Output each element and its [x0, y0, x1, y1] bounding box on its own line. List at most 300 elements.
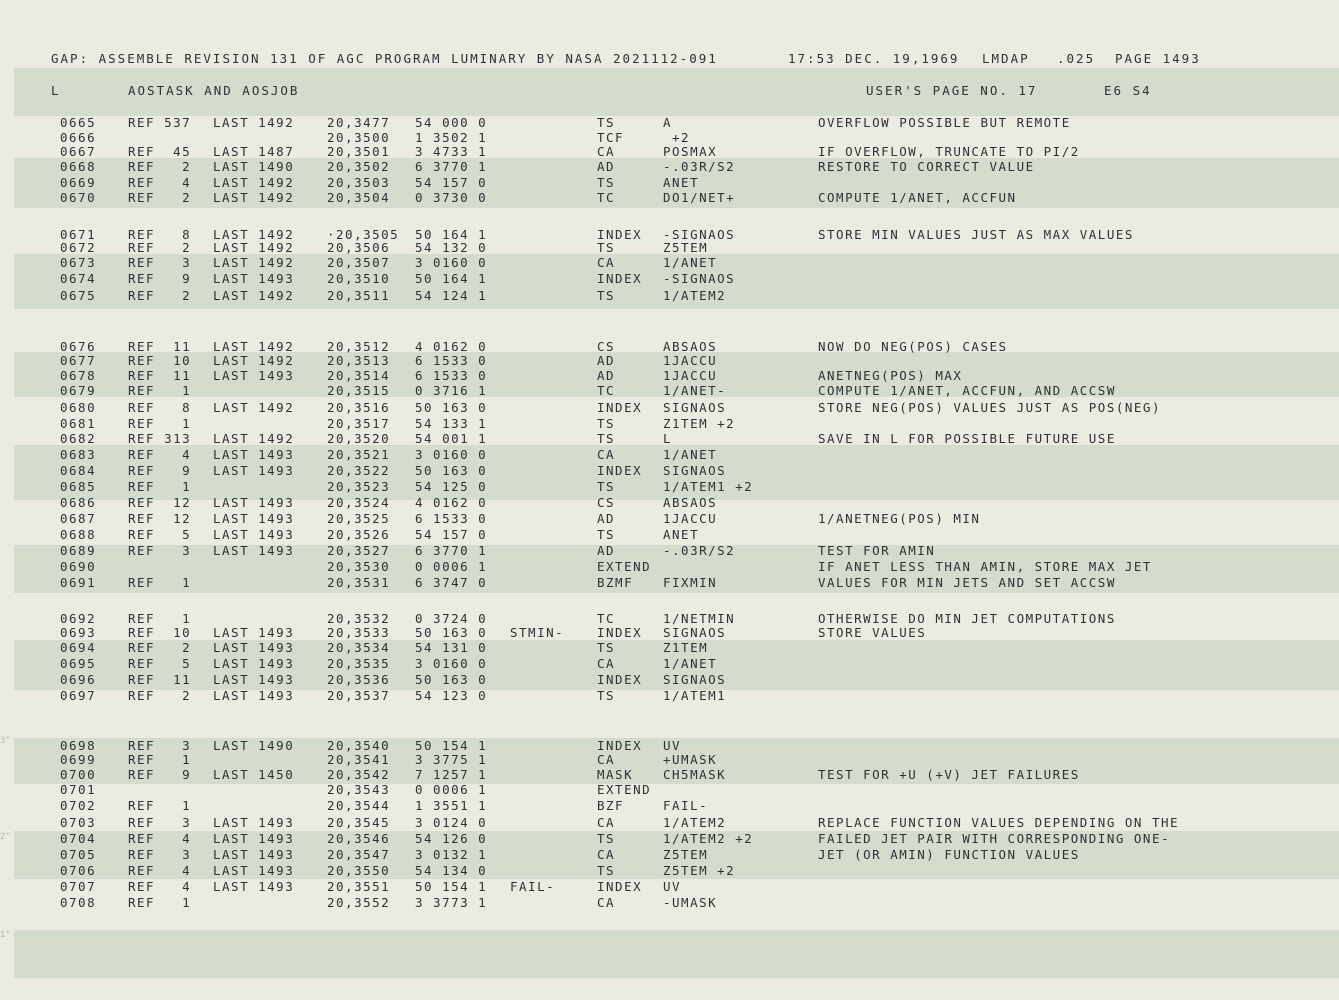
page-title: GAP: ASSEMBLE REVISION 131 OF AGC PROGRAM LUMINARY BY NASA 2021112-091: [51, 51, 718, 66]
print-datetime: 17:53 DEC. 19,1969: [788, 51, 960, 66]
opcode: CS: [597, 495, 616, 510]
operand: 1/ATEM2 +2: [663, 831, 754, 846]
opcode: BZMF: [597, 575, 634, 590]
line-number: 0696: [60, 672, 97, 687]
line-number: 0683: [60, 447, 97, 462]
memory-address: 20,3552: [327, 895, 391, 910]
opcode: AD: [597, 353, 616, 368]
last-ref: LAST 1493: [213, 447, 295, 462]
octal-word: 0 3724 0: [415, 611, 488, 626]
memory-address: 20,3550: [327, 863, 391, 878]
opcode: TS: [597, 175, 616, 190]
ref-count: REF 2: [128, 190, 192, 205]
operand: A: [663, 115, 673, 130]
ref-count: REF 1: [128, 611, 192, 626]
opcode: TC: [597, 190, 616, 205]
line-number: 0687: [60, 511, 97, 526]
last-ref: LAST 1490: [213, 738, 295, 753]
opcode: TS: [597, 831, 616, 846]
line-number: 0695: [60, 656, 97, 671]
opcode: INDEX: [597, 400, 643, 415]
memory-address: 20,3522: [327, 463, 391, 478]
memory-address: 20,3501: [327, 144, 391, 159]
last-ref: LAST 1492: [213, 190, 295, 205]
ref-count: REF 11: [128, 672, 192, 687]
line-number: 0700: [60, 767, 97, 782]
code-comment: RESTORE TO CORRECT VALUE: [818, 159, 1035, 174]
last-ref: LAST 1492: [213, 175, 295, 190]
code-comment: STORE VALUES: [818, 625, 927, 640]
last-ref: LAST 1492: [213, 431, 295, 446]
operand: 1JACCU: [663, 368, 718, 383]
ref-count: REF 2: [128, 159, 192, 174]
opcode: EXTEND: [597, 782, 652, 797]
line-number: 0689: [60, 543, 97, 558]
last-ref: LAST 1493: [213, 847, 295, 862]
line-number: 0671: [60, 227, 97, 242]
line-number: 0705: [60, 847, 97, 862]
operand: -UMASK: [663, 895, 718, 910]
memory-address: 20,3540: [327, 738, 391, 753]
operand: SIGNAOS: [663, 463, 727, 478]
ref-count: REF 2: [128, 288, 192, 303]
last-ref: LAST 1493: [213, 511, 295, 526]
line-number: 0680: [60, 400, 97, 415]
octal-word: 0 3716 1: [415, 383, 488, 398]
opcode: INDEX: [597, 738, 643, 753]
last-ref: LAST 1450: [213, 767, 295, 782]
ref-count: REF 2: [128, 240, 192, 255]
memory-address: 20,3547: [327, 847, 391, 862]
line-number: 0694: [60, 640, 97, 655]
octal-word: 0 0006 1: [415, 559, 488, 574]
code-comment: STORE MIN VALUES JUST AS MAX VALUES: [818, 227, 1134, 242]
ref-count: REF 10: [128, 353, 192, 368]
listing-type: L: [51, 83, 61, 98]
octal-word: 3 3775 1: [415, 752, 488, 767]
last-ref: LAST 1493: [213, 815, 295, 830]
last-ref: LAST 1492: [213, 240, 295, 255]
octal-word: 6 3770 1: [415, 159, 488, 174]
operand: -SIGNAOS: [663, 271, 736, 286]
memory-address: 20,3510: [327, 271, 391, 286]
octal-word: 50 163 0: [415, 463, 488, 478]
ref-count: REF 3: [128, 815, 192, 830]
opcode: CA: [597, 255, 616, 270]
code-comment: IF ANET LESS THAN AMIN, STORE MAX JET: [818, 559, 1152, 574]
last-ref: LAST 1492: [213, 288, 295, 303]
opcode: TC: [597, 383, 616, 398]
last-ref: LAST 1487: [213, 144, 295, 159]
code-comment: SAVE IN L FOR POSSIBLE FUTURE USE: [818, 431, 1116, 446]
opcode: TS: [597, 863, 616, 878]
program-name: LMDAP: [982, 51, 1030, 66]
octal-word: 50 154 1: [415, 738, 488, 753]
opcode: INDEX: [597, 879, 643, 894]
last-ref: LAST 1492: [213, 115, 295, 130]
memory-address: 20,3524: [327, 495, 391, 510]
octal-word: 3 4733 1: [415, 144, 488, 159]
opcode: TCF: [597, 130, 625, 145]
opcode: CA: [597, 815, 616, 830]
code-comment: OTHERWISE DO MIN JET COMPUTATIONS: [818, 611, 1116, 626]
ref-count: REF 9: [128, 463, 192, 478]
memory-address: 20,3531: [327, 575, 391, 590]
octal-word: 6 1533 0: [415, 511, 488, 526]
memory-address: 20,3512: [327, 339, 391, 354]
opcode: TS: [597, 688, 616, 703]
operand: FAIL-: [663, 798, 709, 813]
memory-address: 20,3515: [327, 383, 391, 398]
line-number: 0698: [60, 738, 97, 753]
opcode: CS: [597, 339, 616, 354]
ref-count: REF 4: [128, 863, 192, 878]
operand: ANET: [663, 527, 700, 542]
memory-address: 20,3532: [327, 611, 391, 626]
operand: SIGNAOS: [663, 625, 727, 640]
line-number: 0672: [60, 240, 97, 255]
operand: Z1TEM: [663, 640, 709, 655]
code-comment: VALUES FOR MIN JETS AND SET ACCSW: [818, 575, 1116, 590]
ref-count: REF 12: [128, 511, 192, 526]
line-number: 0703: [60, 815, 97, 830]
opcode: EXTEND: [597, 559, 652, 574]
memory-address: 20,3533: [327, 625, 391, 640]
ref-count: REF 3: [128, 255, 192, 270]
line-number: 0665: [60, 115, 97, 130]
octal-word: 54 131 0: [415, 640, 488, 655]
line-number: 0690: [60, 559, 97, 574]
opcode: TS: [597, 240, 616, 255]
memory-address: 20,3507: [327, 255, 391, 270]
ref-count: REF 45: [128, 144, 192, 159]
octal-word: 6 3770 1: [415, 543, 488, 558]
line-number: 0667: [60, 144, 97, 159]
line-number: 0706: [60, 863, 97, 878]
operand: Z5TEM: [663, 240, 709, 255]
octal-word: 6 1533 0: [415, 353, 488, 368]
line-number: 0691: [60, 575, 97, 590]
octal-word: 50 163 0: [415, 672, 488, 687]
memory-address: 20,3527: [327, 543, 391, 558]
memory-address: 20,3477: [327, 115, 391, 130]
opcode: CA: [597, 847, 616, 862]
ref-count: REF 10: [128, 625, 192, 640]
ref-count: REF 4: [128, 831, 192, 846]
code-comment: JET (OR AMIN) FUNCTION VALUES: [818, 847, 1080, 862]
ref-count: REF 12: [128, 495, 192, 510]
code-comment: STORE NEG(POS) VALUES JUST AS POS(NEG): [818, 400, 1161, 415]
last-ref: LAST 1493: [213, 463, 295, 478]
opcode: TS: [597, 527, 616, 542]
opcode: AD: [597, 511, 616, 526]
octal-word: 54 132 0: [415, 240, 488, 255]
ref-count: REF 9: [128, 271, 192, 286]
ref-count: REF 1: [128, 752, 192, 767]
margin-mark: 1": [0, 930, 11, 940]
memory-address: 20,3544: [327, 798, 391, 813]
operand: -SIGNAOS: [663, 227, 736, 242]
ref-count: REF 313: [128, 431, 192, 446]
memory-address: 20,3506: [327, 240, 391, 255]
code-comment: IF OVERFLOW, TRUNCATE TO PI/2: [818, 144, 1080, 159]
code-comment: REPLACE FUNCTION VALUES DEPENDING ON THE: [818, 815, 1180, 830]
memory-address: 20,3536: [327, 672, 391, 687]
operand: ABSAOS: [663, 495, 718, 510]
octal-word: 54 125 0: [415, 479, 488, 494]
memory-address: 20,3545: [327, 815, 391, 830]
line-number: 0692: [60, 611, 97, 626]
opcode: AD: [597, 368, 616, 383]
operand: 1/NETMIN: [663, 611, 736, 626]
memory-address: 20,3513: [327, 353, 391, 368]
octal-word: 6 3747 0: [415, 575, 488, 590]
octal-word: 50 163 0: [415, 625, 488, 640]
line-number: 0684: [60, 463, 97, 478]
ref-count: REF 3: [128, 738, 192, 753]
opcode: INDEX: [597, 672, 643, 687]
operand: Z1TEM +2: [663, 416, 736, 431]
last-ref: LAST 1493: [213, 688, 295, 703]
opcode: TS: [597, 640, 616, 655]
memory-address: 20,3543: [327, 782, 391, 797]
line-number: 0675: [60, 288, 97, 303]
opcode: MASK: [597, 767, 634, 782]
code-comment: ANETNEG(POS) MAX: [818, 368, 963, 383]
ref-count: REF 2: [128, 688, 192, 703]
operand: UV: [663, 879, 682, 894]
line-number: 0701: [60, 782, 97, 797]
memory-address: 20,3517: [327, 416, 391, 431]
line-number: 0681: [60, 416, 97, 431]
code-comment: OVERFLOW POSSIBLE BUT REMOTE: [818, 115, 1071, 130]
ref-count: REF 11: [128, 339, 192, 354]
last-ref: LAST 1492: [213, 227, 295, 242]
users-page-number: USER'S PAGE NO. 17: [866, 83, 1038, 98]
ref-count: REF 4: [128, 447, 192, 462]
ref-count: REF 537: [128, 115, 192, 130]
opcode: TS: [597, 288, 616, 303]
operand: 1/ATEM1 +2: [663, 479, 754, 494]
section-title: AOSTASK AND AOSJOB: [128, 83, 300, 98]
ref-count: REF 5: [128, 527, 192, 542]
opcode: INDEX: [597, 463, 643, 478]
octal-word: 54 157 0: [415, 175, 488, 190]
opcode: TS: [597, 479, 616, 494]
opcode: CA: [597, 656, 616, 671]
opcode: TS: [597, 115, 616, 130]
ref-count: REF 1: [128, 798, 192, 813]
ref-count: REF 3: [128, 543, 192, 558]
line-number: 0678: [60, 368, 97, 383]
line-number: 0679: [60, 383, 97, 398]
line-number: 0693: [60, 625, 97, 640]
paper-band: [14, 930, 1339, 978]
operand: +UMASK: [663, 752, 718, 767]
operand: 1/ATEM2: [663, 288, 727, 303]
operand: -.03R/S2: [663, 543, 736, 558]
section-code: E6 S4: [1104, 83, 1152, 98]
last-ref: LAST 1493: [213, 495, 295, 510]
operand: SIGNAOS: [663, 400, 727, 415]
operand: 1JACCU: [663, 511, 718, 526]
last-ref: LAST 1493: [213, 831, 295, 846]
last-ref: LAST 1493: [213, 879, 295, 894]
opcode: INDEX: [597, 227, 643, 242]
last-ref: LAST 1493: [213, 368, 295, 383]
opcode: AD: [597, 159, 616, 174]
last-ref: LAST 1492: [213, 400, 295, 415]
program-code: .025: [1057, 51, 1096, 66]
line-number: 0682: [60, 431, 97, 446]
opcode: CA: [597, 144, 616, 159]
opcode: CA: [597, 447, 616, 462]
code-comment: 1/ANETNEG(POS) MIN: [818, 511, 981, 526]
memory-address: 20,3520: [327, 431, 391, 446]
opcode: CA: [597, 752, 616, 767]
page-number: PAGE 1493: [1115, 51, 1201, 66]
ref-count: REF 1: [128, 575, 192, 590]
code-label: FAIL-: [510, 879, 556, 894]
octal-word: 54 126 0: [415, 831, 488, 846]
ref-count: REF 1: [128, 895, 192, 910]
last-ref: LAST 1490: [213, 159, 295, 174]
operand: UV: [663, 738, 682, 753]
memory-address: 20,3521: [327, 447, 391, 462]
opcode: CA: [597, 895, 616, 910]
octal-word: 54 124 1: [415, 288, 488, 303]
code-comment: TEST FOR +U (+V) JET FAILURES: [818, 767, 1080, 782]
line-number: 0676: [60, 339, 97, 354]
octal-word: 6 1533 0: [415, 368, 488, 383]
octal-word: 50 163 0: [415, 400, 488, 415]
operand: SIGNAOS: [663, 672, 727, 687]
opcode: TS: [597, 416, 616, 431]
octal-word: 3 0132 1: [415, 847, 488, 862]
opcode: BZF: [597, 798, 625, 813]
octal-word: 50 154 1: [415, 879, 488, 894]
operand: Z5TEM +2: [663, 863, 736, 878]
memory-address: 20,3525: [327, 511, 391, 526]
line-number: 0699: [60, 752, 97, 767]
memory-address: 20,3516: [327, 400, 391, 415]
octal-word: 4 0162 0: [415, 339, 488, 354]
ref-count: REF 8: [128, 400, 192, 415]
memory-address: 20,3514: [327, 368, 391, 383]
line-number: 0677: [60, 353, 97, 368]
octal-word: 54 123 0: [415, 688, 488, 703]
code-label: STMIN-: [510, 625, 565, 640]
ref-count: REF 2: [128, 640, 192, 655]
opcode: INDEX: [597, 271, 643, 286]
line-number: 0702: [60, 798, 97, 813]
code-comment: COMPUTE 1/ANET, ACCFUN, AND ACCSW: [818, 383, 1116, 398]
opcode: TC: [597, 611, 616, 626]
operand: POSMAX: [663, 144, 718, 159]
ref-count: REF 9: [128, 767, 192, 782]
line-number: 0688: [60, 527, 97, 542]
ref-count: REF 4: [128, 175, 192, 190]
opcode: INDEX: [597, 625, 643, 640]
octal-word: 54 001 1: [415, 431, 488, 446]
operand: DO1/NET+: [663, 190, 736, 205]
line-number: 0673: [60, 255, 97, 270]
operand: 1JACCU: [663, 353, 718, 368]
ref-count: REF 1: [128, 416, 192, 431]
ref-count: REF 8: [128, 227, 192, 242]
code-comment: FAILED JET PAIR WITH CORRESPONDING ONE-: [818, 831, 1170, 846]
operand: 1/ANET: [663, 656, 718, 671]
line-number: 0707: [60, 879, 97, 894]
operand: +2: [663, 130, 691, 145]
octal-word: 54 134 0: [415, 863, 488, 878]
last-ref: LAST 1492: [213, 255, 295, 270]
code-comment: TEST FOR AMIN: [818, 543, 936, 558]
line-number: 0708: [60, 895, 97, 910]
octal-word: 3 0160 0: [415, 656, 488, 671]
memory-address: 20,3526: [327, 527, 391, 542]
opcode: AD: [597, 543, 616, 558]
line-number: 0704: [60, 831, 97, 846]
operand: 1/ANET: [663, 447, 718, 462]
memory-address: 20,3511: [327, 288, 391, 303]
last-ref: LAST 1493: [213, 640, 295, 655]
last-ref: LAST 1493: [213, 271, 295, 286]
octal-word: 3 0124 0: [415, 815, 488, 830]
operand: 1/ATEM2: [663, 815, 727, 830]
ref-count: REF 3: [128, 847, 192, 862]
last-ref: LAST 1493: [213, 527, 295, 542]
octal-word: 7 1257 1: [415, 767, 488, 782]
octal-word: 54 133 1: [415, 416, 488, 431]
last-ref: LAST 1493: [213, 656, 295, 671]
memory-address: 20,3534: [327, 640, 391, 655]
octal-word: 3 0160 0: [415, 447, 488, 462]
line-number: 0670: [60, 190, 97, 205]
operand: ABSAOS: [663, 339, 718, 354]
operand: ANET: [663, 175, 700, 190]
last-ref: LAST 1493: [213, 625, 295, 640]
operand: 1/ATEM1: [663, 688, 727, 703]
operand: 1/ANET: [663, 255, 718, 270]
octal-word: 4 0162 0: [415, 495, 488, 510]
ref-count: REF 11: [128, 368, 192, 383]
octal-word: 3 0160 0: [415, 255, 488, 270]
octal-word: 50 164 1: [415, 227, 488, 242]
margin-mark: 2": [0, 832, 11, 842]
line-number: 0697: [60, 688, 97, 703]
octal-word: 50 164 1: [415, 271, 488, 286]
operand: L: [663, 431, 673, 446]
octal-word: 0 3730 0: [415, 190, 488, 205]
operand: Z5TEM: [663, 847, 709, 862]
last-ref: LAST 1493: [213, 543, 295, 558]
last-ref: LAST 1492: [213, 339, 295, 354]
line-number: 0669: [60, 175, 97, 190]
line-number: 0686: [60, 495, 97, 510]
octal-word: 1 3551 1: [415, 798, 488, 813]
line-number: 0674: [60, 271, 97, 286]
octal-word: 0 0006 1: [415, 782, 488, 797]
memory-address: 20,3551: [327, 879, 391, 894]
octal-word: 3 3773 1: [415, 895, 488, 910]
operand: 1/ANET-: [663, 383, 727, 398]
margin-mark: 3": [0, 736, 11, 746]
line-number: 0666: [60, 130, 97, 145]
memory-address: 20,3542: [327, 767, 391, 782]
operand: -.03R/S2: [663, 159, 736, 174]
octal-word: 54 157 0: [415, 527, 488, 542]
